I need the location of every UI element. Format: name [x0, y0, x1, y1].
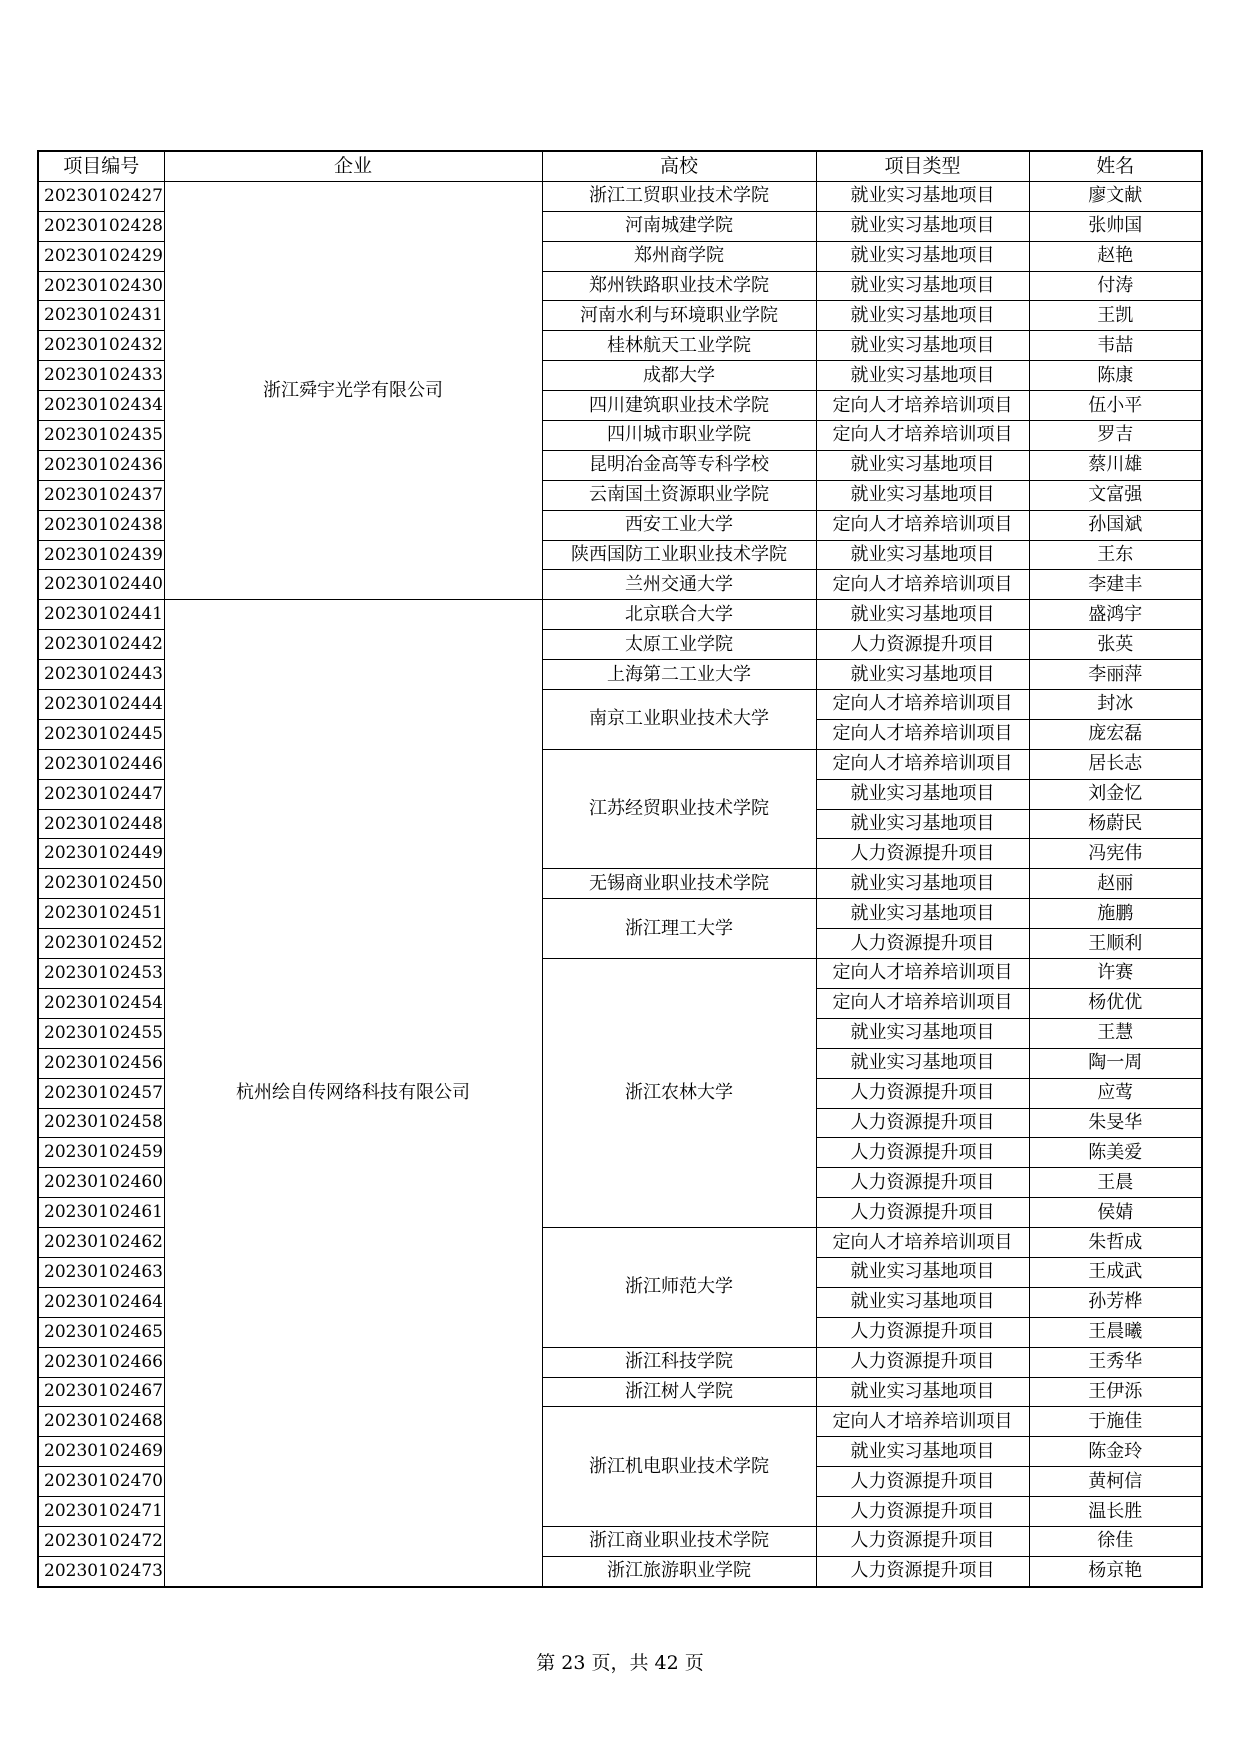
- cell-project-id: 20230102459: [38, 1138, 164, 1168]
- cell-name: 文富强: [1029, 480, 1202, 510]
- cell-school: 河南水利与环境职业学院: [542, 301, 816, 331]
- cell-name: 蔡川雄: [1029, 450, 1202, 480]
- cell-school: 浙江师范大学: [542, 1228, 816, 1348]
- cell-project-id: 20230102429: [38, 241, 164, 271]
- cell-project-id: 20230102458: [38, 1108, 164, 1138]
- cell-company: 浙江舜宇光学有限公司: [164, 181, 542, 599]
- cell-project-type: 定向人才培养培训项目: [816, 1407, 1029, 1437]
- cell-name: 韦喆: [1029, 331, 1202, 361]
- cell-project-type: 就业实习基地项目: [816, 361, 1029, 391]
- cell-project-type: 就业实习基地项目: [816, 331, 1029, 361]
- cell-school: 四川城市职业学院: [542, 421, 816, 451]
- cell-name: 王晨: [1029, 1168, 1202, 1198]
- cell-project-id: 20230102440: [38, 570, 164, 600]
- cell-project-id: 20230102449: [38, 839, 164, 869]
- cell-school: 云南国土资源职业学院: [542, 480, 816, 510]
- cell-school: 成都大学: [542, 361, 816, 391]
- cell-project-type: 就业实习基地项目: [816, 899, 1029, 929]
- cell-name: 应莺: [1029, 1078, 1202, 1108]
- cell-project-type: 人力资源提升项目: [816, 1556, 1029, 1586]
- cell-project-id: 20230102466: [38, 1347, 164, 1377]
- cell-project-id: 20230102430: [38, 271, 164, 301]
- cell-project-type: 定向人才培养培训项目: [816, 749, 1029, 779]
- cell-project-id: 20230102448: [38, 809, 164, 839]
- cell-name: 王慧: [1029, 1018, 1202, 1048]
- cell-project-id: 20230102442: [38, 630, 164, 660]
- cell-project-type: 就业实习基地项目: [816, 540, 1029, 570]
- cell-project-type: 就业实习基地项目: [816, 1287, 1029, 1317]
- cell-school: 浙江科技学院: [542, 1347, 816, 1377]
- cell-name: 张帅国: [1029, 211, 1202, 241]
- cell-project-id: 20230102451: [38, 899, 164, 929]
- cell-project-id: 20230102457: [38, 1078, 164, 1108]
- cell-project-id: 20230102439: [38, 540, 164, 570]
- cell-project-type: 就业实习基地项目: [816, 1048, 1029, 1078]
- cell-school: 无锡商业职业技术学院: [542, 869, 816, 899]
- cell-name: 孙芳桦: [1029, 1287, 1202, 1317]
- cell-name: 陈金玲: [1029, 1437, 1202, 1467]
- cell-name: 李建丰: [1029, 570, 1202, 600]
- cell-school: 四川建筑职业技术学院: [542, 391, 816, 421]
- cell-project-id: 20230102472: [38, 1526, 164, 1556]
- cell-project-id: 20230102456: [38, 1048, 164, 1078]
- cell-project-type: 就业实习基地项目: [816, 660, 1029, 690]
- cell-name: 杨优优: [1029, 988, 1202, 1018]
- cell-project-id: 20230102433: [38, 361, 164, 391]
- cell-name: 伍小平: [1029, 391, 1202, 421]
- cell-name: 张英: [1029, 630, 1202, 660]
- cell-project-id: 20230102437: [38, 480, 164, 510]
- cell-name: 封冰: [1029, 690, 1202, 720]
- cell-project-id: 20230102461: [38, 1198, 164, 1228]
- cell-name: 陈美爱: [1029, 1138, 1202, 1168]
- cell-school: 兰州交通大学: [542, 570, 816, 600]
- header-name: 姓名: [1029, 151, 1202, 181]
- cell-project-type: 就业实习基地项目: [816, 181, 1029, 211]
- table-row: [38, 181, 1202, 211]
- cell-project-type: 就业实习基地项目: [816, 600, 1029, 630]
- cell-name: 于施佳: [1029, 1407, 1202, 1437]
- cell-project-type: 定向人才培养培训项目: [816, 719, 1029, 749]
- cell-project-id: 20230102441: [38, 600, 164, 630]
- cell-school: 昆明冶金高等专科学校: [542, 450, 816, 480]
- cell-project-type: 人力资源提升项目: [816, 839, 1029, 869]
- cell-name: 盛鸿宇: [1029, 600, 1202, 630]
- cell-school: 浙江机电职业技术学院: [542, 1407, 816, 1527]
- cell-project-id: 20230102465: [38, 1317, 164, 1347]
- cell-project-type: 人力资源提升项目: [816, 1317, 1029, 1347]
- table-row: [38, 600, 1202, 630]
- cell-project-type: 定向人才培养培训项目: [816, 510, 1029, 540]
- cell-name: 王东: [1029, 540, 1202, 570]
- cell-school: 陕西国防工业职业技术学院: [542, 540, 816, 570]
- cell-project-type: 定向人才培养培训项目: [816, 690, 1029, 720]
- cell-school: 浙江农林大学: [542, 959, 816, 1228]
- cell-project-type: 就业实习基地项目: [816, 779, 1029, 809]
- cell-name: 赵艳: [1029, 241, 1202, 271]
- cell-school: 郑州商学院: [542, 241, 816, 271]
- cell-school: 西安工业大学: [542, 510, 816, 540]
- cell-project-id: 20230102460: [38, 1168, 164, 1198]
- cell-name: 杨京艳: [1029, 1556, 1202, 1586]
- cell-project-id: 20230102463: [38, 1257, 164, 1287]
- cell-project-type: 定向人才培养培训项目: [816, 959, 1029, 989]
- cell-project-id: 20230102434: [38, 391, 164, 421]
- cell-name: 冯宪伟: [1029, 839, 1202, 869]
- project-table: [37, 150, 1203, 1588]
- cell-project-id: 20230102471: [38, 1497, 164, 1527]
- cell-project-type: 人力资源提升项目: [816, 1198, 1029, 1228]
- cell-project-id: 20230102469: [38, 1437, 164, 1467]
- cell-project-type: 人力资源提升项目: [816, 1168, 1029, 1198]
- cell-project-type: 就业实习基地项目: [816, 271, 1029, 301]
- cell-project-type: 人力资源提升项目: [816, 1467, 1029, 1497]
- cell-name: 赵丽: [1029, 869, 1202, 899]
- cell-school: 江苏经贸职业技术学院: [542, 749, 816, 869]
- cell-project-id: 20230102435: [38, 421, 164, 451]
- cell-school: 浙江理工大学: [542, 899, 816, 959]
- cell-school: 上海第二工业大学: [542, 660, 816, 690]
- cell-school: 河南城建学院: [542, 211, 816, 241]
- project-table-container: [37, 150, 1201, 1588]
- cell-project-id: 20230102447: [38, 779, 164, 809]
- cell-name: 李丽萍: [1029, 660, 1202, 690]
- cell-name: 居长志: [1029, 749, 1202, 779]
- cell-name: 陶一周: [1029, 1048, 1202, 1078]
- cell-project-id: 20230102431: [38, 301, 164, 331]
- header-project-type: 项目类型: [816, 151, 1029, 181]
- header-company: 企业: [164, 151, 542, 181]
- cell-name: 王顺利: [1029, 929, 1202, 959]
- cell-name: 廖文献: [1029, 181, 1202, 211]
- cell-school: 浙江树人学院: [542, 1377, 816, 1407]
- cell-name: 陈康: [1029, 361, 1202, 391]
- cell-project-type: 就业实习基地项目: [816, 241, 1029, 271]
- cell-project-type: 就业实习基地项目: [816, 869, 1029, 899]
- cell-project-type: 人力资源提升项目: [816, 1138, 1029, 1168]
- cell-project-type: 就业实习基地项目: [816, 1018, 1029, 1048]
- cell-name: 温长胜: [1029, 1497, 1202, 1527]
- cell-project-id: 20230102470: [38, 1467, 164, 1497]
- cell-name: 王秀华: [1029, 1347, 1202, 1377]
- cell-project-type: 定向人才培养培训项目: [816, 988, 1029, 1018]
- cell-project-id: 20230102432: [38, 331, 164, 361]
- cell-project-type: 人力资源提升项目: [816, 1078, 1029, 1108]
- cell-school: 浙江商业职业技术学院: [542, 1526, 816, 1556]
- cell-name: 黄柯信: [1029, 1467, 1202, 1497]
- cell-name: 王成武: [1029, 1257, 1202, 1287]
- cell-project-id: 20230102454: [38, 988, 164, 1018]
- cell-school: 浙江旅游职业学院: [542, 1556, 816, 1586]
- cell-project-id: 20230102438: [38, 510, 164, 540]
- header-project-id: 项目编号: [38, 151, 164, 181]
- cell-company: 杭州绘自传网络科技有限公司: [164, 600, 542, 1587]
- cell-project-id: 20230102444: [38, 690, 164, 720]
- cell-name: 杨蔚民: [1029, 809, 1202, 839]
- cell-project-id: 20230102462: [38, 1228, 164, 1258]
- cell-name: 王凯: [1029, 301, 1202, 331]
- cell-project-type: 就业实习基地项目: [816, 1437, 1029, 1467]
- cell-school: 桂林航天工业学院: [542, 331, 816, 361]
- cell-project-type: 定向人才培养培训项目: [816, 391, 1029, 421]
- cell-project-type: 定向人才培养培训项目: [816, 421, 1029, 451]
- cell-project-id: 20230102436: [38, 450, 164, 480]
- page-number: 第 23 页，共 42 页: [536, 1652, 704, 1674]
- cell-school: 北京联合大学: [542, 600, 816, 630]
- cell-project-id: 20230102453: [38, 959, 164, 989]
- cell-name: 付涛: [1029, 271, 1202, 301]
- table-body: [38, 181, 1202, 1586]
- cell-project-id: 20230102473: [38, 1556, 164, 1586]
- cell-name: 孙国斌: [1029, 510, 1202, 540]
- cell-project-type: 人力资源提升项目: [816, 1108, 1029, 1138]
- cell-project-id: 20230102468: [38, 1407, 164, 1437]
- cell-project-type: 就业实习基地项目: [816, 450, 1029, 480]
- cell-project-id: 20230102445: [38, 719, 164, 749]
- cell-project-id: 20230102455: [38, 1018, 164, 1048]
- cell-project-type: 人力资源提升项目: [816, 1526, 1029, 1556]
- cell-project-type: 定向人才培养培训项目: [816, 570, 1029, 600]
- cell-school: 太原工业学院: [542, 630, 816, 660]
- cell-name: 施鹏: [1029, 899, 1202, 929]
- cell-name: 徐佳: [1029, 1526, 1202, 1556]
- cell-project-id: 20230102452: [38, 929, 164, 959]
- cell-project-id: 20230102428: [38, 211, 164, 241]
- cell-name: 王伊泺: [1029, 1377, 1202, 1407]
- table-header-row: [38, 151, 1202, 181]
- cell-name: 王晨曦: [1029, 1317, 1202, 1347]
- cell-project-type: 就业实习基地项目: [816, 809, 1029, 839]
- cell-project-type: 就业实习基地项目: [816, 211, 1029, 241]
- cell-project-id: 20230102427: [38, 181, 164, 211]
- cell-project-type: 人力资源提升项目: [816, 630, 1029, 660]
- cell-school: 郑州铁路职业技术学院: [542, 271, 816, 301]
- cell-school: 南京工业职业技术大学: [542, 690, 816, 750]
- cell-project-type: 就业实习基地项目: [816, 480, 1029, 510]
- cell-name: 朱旻华: [1029, 1108, 1202, 1138]
- cell-project-id: 20230102446: [38, 749, 164, 779]
- cell-project-type: 人力资源提升项目: [816, 929, 1029, 959]
- cell-project-id: 20230102443: [38, 660, 164, 690]
- cell-school: 浙江工贸职业技术学院: [542, 181, 816, 211]
- cell-project-type: 人力资源提升项目: [816, 1497, 1029, 1527]
- cell-project-id: 20230102467: [38, 1377, 164, 1407]
- cell-name: 庞宏磊: [1029, 719, 1202, 749]
- cell-name: 罗吉: [1029, 421, 1202, 451]
- cell-project-type: 定向人才培养培训项目: [816, 1228, 1029, 1258]
- cell-project-type: 就业实习基地项目: [816, 1257, 1029, 1287]
- cell-project-id: 20230102450: [38, 869, 164, 899]
- cell-name: 侯婧: [1029, 1198, 1202, 1228]
- cell-project-type: 人力资源提升项目: [816, 1347, 1029, 1377]
- header-school: 高校: [542, 151, 816, 181]
- cell-project-id: 20230102464: [38, 1287, 164, 1317]
- cell-name: 刘金忆: [1029, 779, 1202, 809]
- cell-name: 许赛: [1029, 959, 1202, 989]
- cell-name: 朱哲成: [1029, 1228, 1202, 1258]
- cell-project-type: 就业实习基地项目: [816, 301, 1029, 331]
- cell-project-type: 就业实习基地项目: [816, 1377, 1029, 1407]
